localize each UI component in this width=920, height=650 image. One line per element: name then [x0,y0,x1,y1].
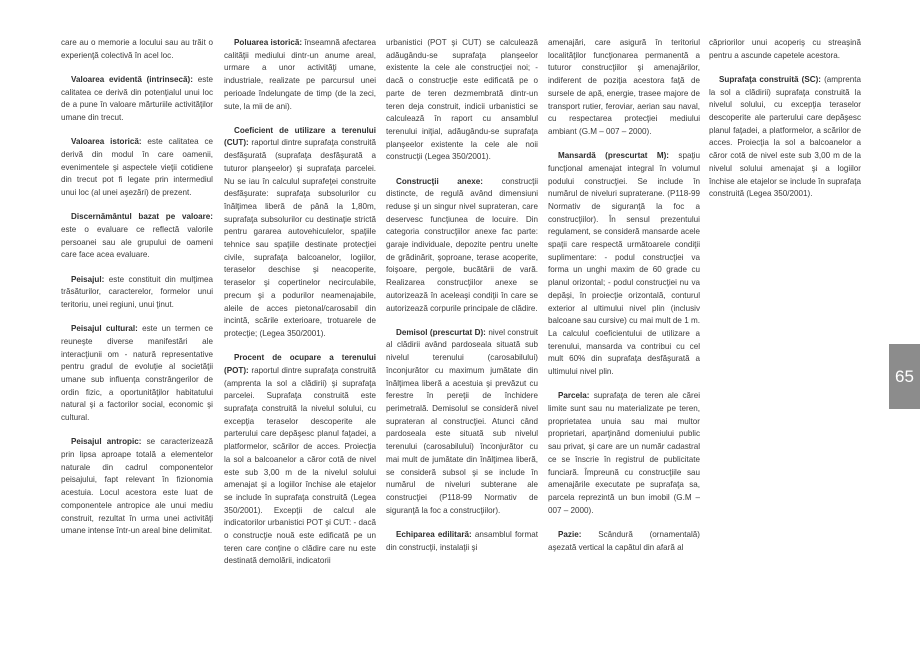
definition-text: (amprenta la sol a clădirii) suprafaţa construită la nivelul solului, cu excepţia teraselor descoperite ale parterului care depăşesc planul faţadei, a platformelor, a scărilor de acces. Proiecţia la sol a balcoanelor a căror cotă de nivel este sub 3,00 m de la nivelul solului amenajat şi a logiilor închise ale etajelor se include în suprafaţa construită (Legea 350/2001). [709,74,861,199]
continued-paragraph [386,37,538,164]
definition-text: se caracterizează prin lipsa aproape totală a elementelor naturale din cadrul componentelor peisajului, fapt relevant în fizionomia acestuia. Locul acestora este luat de componentele antropice ale unui mediu construit, rezultat în urma unei activităţi umane intense într-un areal bine delimitat. [61,437,214,536]
definition-paragraph [224,125,376,341]
continued-paragraph [709,37,861,62]
text-column-4 [548,37,700,566]
text-column-2 [224,37,376,580]
definition-term: Echiparea edilitară: [396,529,472,539]
definition-term: Demisol (prescurtat D): [396,327,486,337]
definition-term: Poluarea istorică: [234,38,303,47]
definition-text: este constituit din mulţimea trăsăturilor, caracterelor, formelor unui teritoriu, unei regiuni, unui ţinut. [61,274,214,309]
definition-term: Peisajul antropic: [71,437,142,447]
definition-text: raportul dintre suprafaţa construită desfăşurată (suprafaţa desfăşurată a tuturor planşeelor) şi suprafaţa parcelei. Nu se iau în calculul suprafeţei construite desfăşurate: suprafaţa subsolurilor cu înălţimea liberă de până la 1,80m, suprafaţa subsolurilor cu destinaţie strictă pentru gararea autovehiculelor, spaţiile tehnice sau spaţiile destinate protecţiei civile, suprafaţa balcoanelor, logiilor, teraselor deschise şi neacoperite, teraselor şi copertinelor necirculabile, precum şi a podurilor neamenajabile, aleile de acces pietonal/carosabil din incintă, scările exterioare, trotuarele de protecţie; (Legea 350/2001). [224,138,376,338]
definition-paragraph [61,436,213,538]
definition-text: care au o memorie a locului sau au trăit o experienţă colectivă în acel loc. [61,38,213,60]
definition-text: este calitatea ce derivă din modul în care oamenii, evenimentele şi aspectele vieţii cotidiene din trecut pot fi legate prin intermediul unui loc (al unei aşezări) de prezent. [61,137,213,198]
definition-paragraph [224,37,376,113]
continued-paragraph [548,37,700,139]
definition-text: raportul dintre suprafaţa construită (amprenta la sol a clădirii) şi suprafaţa parcelei. Suprafaţa construită este suprafaţa construită la nivelul solului, cu excepţia teraselor descoperite ale parterului care depăşesc planul faţadei, a platformelor, scărilor de acces. Proiecţia la sol a balcoanelor a căror cotă de nivel este sub 3,00 m de la nivelul solului amenajat şi a logiilor închise ale etajelor se include în suprafaţa construită (Legea 350/2001). Excepţii de calcul ale indicatorilor urbanistici POT şi CUT: - dacă o construcţie nouă este edificată pe un teren care conţine o clădire care nu este destinată demolării, indicatorii [224,365,376,566]
definition-paragraph [548,529,700,554]
definition-text: suprafaţa de teren ale cărei limite sunt sau nu materializate pe teren, proprietatea unuia sau mai multor proprietari, aparţinând domeniului public sau privat, şi care are un număr cadastral ce se înscrie în registrul de publicitate funciară. Împreună cu construcţiile sau amenajările executate pe suprafaţa sa, parcela reprezintă un bun imobil (G.M – 007 – 2000). [548,391,701,515]
definition-paragraph [61,74,213,125]
definition-text: ansamblul format din construcţii, instalaţii şi [386,529,538,552]
definition-paragraph [386,176,538,316]
definition-term: Pazie: [558,529,582,539]
text-column-1 [61,37,213,549]
text-column-3 [386,37,538,566]
definition-text: spaţiu funcţional amenajat integral în volumul podului construcţiei. Se include în numărul de niveluri supraterane. (P118-99 Normativ de siguranţă la foc a construcţiilor). În sensul prezentului regulament, se consideră mansarde acele spaţii care respectă următoarele condiţii suplimentare: - podul construcţiei va forma un unghi maxim de 60 grade cu planul orizontal; - podul construcţiei nu va depăşi, în proiecţie orizontală, conturul exterior al ultimului nivel plin (inclusiv balcoane sau cursive) cu mai mult de 1 m. La calculul coeficientului de utilizare a terenului, mansarda va contribui cu cel mult 60% din suprafaţa desfăşurată a ultimului nivel plin. [548,151,701,377]
definition-term: Coeficient de utilizare a terenului (CUT): [224,125,376,148]
page-number: 65 [895,366,914,386]
definition-paragraph [548,390,700,517]
definition-paragraph [61,323,213,425]
definition-term: Valoarea istorică: [71,137,142,147]
text-column-5 [709,37,861,212]
definition-text: amenajări, care asigură în teritoriul localităţilor funcţionarea permanentă a tuturor construcţiilor şi amenajărilor, indiferent de poziţia acestora faţă de sursele de apă, energie, trasee majore de transport rutier, feroviar, aerian sau naval, cu respectarea protecţiei mediului ambiant (G.M – 007 – 2000). [548,38,700,136]
definition-text: urbanistici (POT şi CUT) se calculează adăugându-se suprafaţa planşeelor existente la cele ale construcţiei noi; - dacă o construcţie este edificată pe o parte de teren dezmembrată dintr-un teren deja construit, indicii urbanistici se calculează în raport cu ansamblul terenului iniţial, adăugându-se suprafaţa planşeelor existente la cele ale noii construcţii (Legea 350/2001). [386,38,538,162]
definition-term: Suprafaţa construită (SC): [719,74,821,84]
definition-term: Construcţii anexe: [396,176,483,186]
definition-text: este un termen ce reuneşte diverse manifestări ale interacţiunii om - natură representative pentru gradul de evoluţie al societăţii umane sub influenţa constrângerilor de ordin fizic, a oportunităţilor habitatului natural şi a factorilor social, economic şi cultural. [61,324,213,423]
definition-paragraph [61,274,213,312]
page-number-tab [889,344,920,409]
definition-term: Valoarea evidentă (intrinsecă): [71,74,193,84]
definition-text: căpriorilor unui acoperiş cu streaşină pentru a ascunde capetele acestora. [709,38,861,60]
definition-text: nivel construit al clădirii având pardoseala situată sub nivelul terenului (carosabilului) înconjurător cu maximum jumătate din înălţimea liberă a acestuia şi prevăzut cu ferestre în pereţii de închidere perimetrală. Demisolul se consideră nivel suprateran al construcţiei. Atunci când pardoseala este situată sub nivelul terenului (carosabilului) înconjurător cu mai mult de jumătate din înălţimea liberă, se consideră subsol şi se include în numărul de niveluri subterane ale construcţiei (P118-99 Normativ de siguranţă la foc a construcţiilor). [386,327,539,515]
definition-term: Mansardă (prescurtat M): [558,151,669,161]
definition-text: este calitatea ce derivă din potenţialul unui loc de a pune în valoare mărturiile activităţilor umane din trecut. [61,74,213,123]
definition-paragraph [61,136,213,200]
definition-term: Parcela: [558,391,590,401]
definition-paragraph [386,327,538,518]
definition-paragraph [386,529,538,554]
definition-paragraph [548,150,700,379]
definition-paragraph [709,74,861,201]
definition-term: Procent de ocupare a terenului (POT): [224,353,376,375]
definition-text: este o evaluare ce reflectă valorile persoanei sau ale grupului de oameni care face acea evaluare. [61,224,213,260]
definition-text: Scândură (ornamentală) aşezată vertical la capătul din afară al [548,529,700,552]
definition-paragraph [61,211,213,262]
continued-paragraph [61,37,213,62]
definition-term: Peisajul cultural: [71,324,138,334]
definition-text: înseamnă afectarea calităţii mediului dintr-un anume areal, urmare a unor activităţi umane, industriale, realizate pe parcursul unei perioade îndelungate de timp (de la zeci, sute, la mii de ani). [224,38,376,111]
definition-term: Discernământul bazat pe valoare: [71,212,213,222]
definition-text: construcţii distincte, de regulă având dimensiuni reduse şi un singur nivel suprateran, care deservesc funcţiunea de locuire. Din categoria construcţiilor anexe fac parte: garaje individuale, depozite pentru unelte de grădinărit, şoproane, terase acoperite, foişoare, pergole, bucătării de vară. Realizarea construcţiilor anexe se autorizează în aceleaşi condiţii în care se autorizează corpurile principale de clădire. [386,176,538,313]
definition-term: Peisajul: [71,274,105,284]
definition-paragraph [224,352,376,568]
